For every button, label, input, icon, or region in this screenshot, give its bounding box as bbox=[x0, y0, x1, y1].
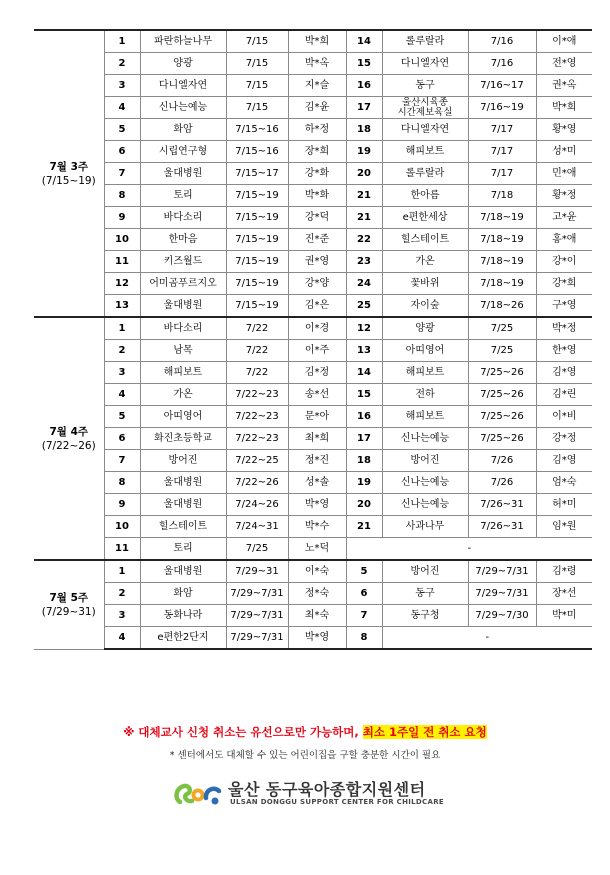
notice-highlight-text: 최소 1주일 전 취소 요청 bbox=[362, 725, 487, 739]
cell-center: 토리 bbox=[140, 538, 226, 561]
cell-no: 8 bbox=[104, 472, 140, 494]
cell-no: 13 bbox=[104, 295, 140, 318]
cell-center: 동구청 bbox=[382, 605, 468, 627]
notice-main-text: ※ 대체교사 신청 취소는 유선으로만 가능하며, bbox=[123, 725, 363, 739]
cell-no: 24 bbox=[346, 273, 382, 295]
cell-center: 방어진 bbox=[382, 450, 468, 472]
cell-period: 7/15 bbox=[226, 53, 288, 75]
cell-no: 5 bbox=[346, 560, 382, 583]
cell-teacher: 한*영 bbox=[536, 340, 592, 362]
cell-period: 7/29~7/30 bbox=[468, 605, 536, 627]
cell-no: 7 bbox=[104, 450, 140, 472]
cell-period: 7/16 bbox=[468, 53, 536, 75]
cell-teacher: 권*영 bbox=[288, 251, 346, 273]
cell-center: 바다소리 bbox=[140, 317, 226, 340]
cell-center: e편한2단지 bbox=[140, 627, 226, 650]
table-row bbox=[34, 472, 592, 494]
cell-period: 7/29~7/31 bbox=[468, 583, 536, 605]
cell-period: 7/29~7/31 bbox=[468, 560, 536, 583]
cell-center: 울산시육종 시간제보육실 bbox=[382, 97, 468, 119]
cell-teacher: 전*영 bbox=[536, 53, 592, 75]
cell-teacher: 박*영 bbox=[288, 627, 346, 650]
cell-no: 4 bbox=[104, 384, 140, 406]
table-row bbox=[34, 53, 592, 75]
table-row bbox=[34, 295, 592, 318]
cell-period: 7/25~26 bbox=[468, 384, 536, 406]
cell-no: 2 bbox=[104, 53, 140, 75]
table-row bbox=[34, 163, 592, 185]
cell-no: 7 bbox=[346, 605, 382, 627]
cell-period: 7/15~16 bbox=[226, 141, 288, 163]
cell-center: 파란하늘나무 bbox=[140, 30, 226, 53]
table-row bbox=[34, 317, 592, 340]
cell-no: 15 bbox=[346, 384, 382, 406]
cell-no: 20 bbox=[346, 163, 382, 185]
cell-center: 해피보트 bbox=[140, 362, 226, 384]
cell-teacher: 허*미 bbox=[536, 494, 592, 516]
cell-teacher: 강*화 bbox=[288, 163, 346, 185]
cell-period: 7/18~19 bbox=[468, 229, 536, 251]
cell-period: 7/22 bbox=[226, 340, 288, 362]
center-name-english: ULSAN DONGGU SUPPORT CENTER FOR CHILDCARE bbox=[230, 798, 444, 806]
table-row bbox=[34, 384, 592, 406]
cell-teacher: 김*령 bbox=[536, 560, 592, 583]
cell-center: 양광 bbox=[382, 317, 468, 340]
center-name-korean: 울산 동구육아종합지원센터 bbox=[228, 780, 426, 799]
cell-no: 4 bbox=[104, 97, 140, 119]
cell-teacher: 문*아 bbox=[288, 406, 346, 428]
cell-no: 6 bbox=[104, 141, 140, 163]
week-label-cell bbox=[34, 317, 104, 560]
cell-center: 방어진 bbox=[140, 450, 226, 472]
cell-no: 7 bbox=[104, 163, 140, 185]
cell-center: 자이숲 bbox=[382, 295, 468, 318]
notice-subtext: * 센터에서도 대체할 수 있는 어린이집을 구할 충분한 시간이 필요 bbox=[169, 750, 441, 761]
cell-period: 7/16 bbox=[468, 30, 536, 53]
week-date-range: (7/22~26) bbox=[41, 439, 96, 452]
cell-center: 사과나무 bbox=[382, 516, 468, 538]
cell-no: 21 bbox=[346, 185, 382, 207]
cell-no: 16 bbox=[346, 406, 382, 428]
cell-period: 7/25 bbox=[468, 340, 536, 362]
cell-period: 7/25 bbox=[226, 538, 288, 561]
cell-period: 7/22~25 bbox=[226, 450, 288, 472]
cell-no: 9 bbox=[104, 494, 140, 516]
cell-teacher: 김*윤 bbox=[288, 97, 346, 119]
table-row bbox=[34, 560, 592, 583]
cell-no: 10 bbox=[104, 229, 140, 251]
cell-center: 토리 bbox=[140, 185, 226, 207]
empty-cell: - bbox=[346, 538, 592, 561]
cell-center: 동구 bbox=[382, 583, 468, 605]
week-date-range: (7/15~19) bbox=[41, 174, 96, 187]
cell-no: 8 bbox=[104, 185, 140, 207]
cell-period: 7/18~19 bbox=[468, 273, 536, 295]
cell-teacher: 이*숙 bbox=[288, 560, 346, 583]
cell-no: 23 bbox=[346, 251, 382, 273]
week-label-cell bbox=[34, 560, 104, 649]
cell-no: 10 bbox=[104, 516, 140, 538]
cell-center: 힐스테이트 bbox=[140, 516, 226, 538]
cell-period: 7/26 bbox=[468, 472, 536, 494]
week-label: 7월 3주 bbox=[49, 160, 89, 173]
table-row bbox=[34, 251, 592, 273]
cell-center: 롤루랄라 bbox=[382, 30, 468, 53]
empty-cell: - bbox=[382, 627, 592, 650]
cell-period: 7/22~23 bbox=[226, 428, 288, 450]
cell-no: 11 bbox=[104, 251, 140, 273]
table-row bbox=[34, 583, 592, 605]
table-row bbox=[34, 406, 592, 428]
cell-center: 남목 bbox=[140, 340, 226, 362]
cell-no: 8 bbox=[346, 627, 382, 650]
cell-teacher: 김*린 bbox=[536, 384, 592, 406]
cell-no: 17 bbox=[346, 428, 382, 450]
cell-teacher: 엄*숙 bbox=[536, 472, 592, 494]
cell-no: 17 bbox=[346, 97, 382, 119]
table-row bbox=[34, 75, 592, 97]
cell-period: 7/18~26 bbox=[468, 295, 536, 318]
table-row bbox=[34, 340, 592, 362]
cell-teacher: 강*양 bbox=[288, 273, 346, 295]
cell-no: 5 bbox=[104, 119, 140, 141]
cell-teacher: 박*미 bbox=[536, 605, 592, 627]
table-row bbox=[34, 362, 592, 384]
cell-period: 7/17 bbox=[468, 163, 536, 185]
cell-teacher: 구*영 bbox=[536, 295, 592, 318]
cell-center: 다니엘자연 bbox=[382, 119, 468, 141]
cell-period: 7/26~31 bbox=[468, 516, 536, 538]
cell-center: 힐스테이트 bbox=[382, 229, 468, 251]
cell-period: 7/15~16 bbox=[226, 119, 288, 141]
cell-period: 7/17 bbox=[468, 119, 536, 141]
cell-period: 7/25~26 bbox=[468, 362, 536, 384]
cell-no: 19 bbox=[346, 472, 382, 494]
cell-no: 2 bbox=[104, 583, 140, 605]
cell-center: 신나는예능 bbox=[382, 428, 468, 450]
table-row bbox=[34, 229, 592, 251]
cell-no: 19 bbox=[346, 141, 382, 163]
cell-period: 7/25 bbox=[468, 317, 536, 340]
cell-teacher: 김*은 bbox=[288, 295, 346, 318]
cell-center: 울대병원 bbox=[140, 494, 226, 516]
cell-teacher: 홍*애 bbox=[536, 229, 592, 251]
cell-no: 9 bbox=[104, 207, 140, 229]
table-row bbox=[34, 428, 592, 450]
cell-center: 화진초등학교 bbox=[140, 428, 226, 450]
cell-period: 7/22 bbox=[226, 317, 288, 340]
cell-teacher: 정*진 bbox=[288, 450, 346, 472]
cell-teacher: 장*희 bbox=[288, 141, 346, 163]
cell-no: 20 bbox=[346, 494, 382, 516]
cell-no: 1 bbox=[104, 317, 140, 340]
cell-period: 7/15 bbox=[226, 30, 288, 53]
cell-period: 7/22~23 bbox=[226, 406, 288, 428]
cell-no: 14 bbox=[346, 30, 382, 53]
cell-period: 7/29~31 bbox=[226, 560, 288, 583]
cell-no: 6 bbox=[346, 583, 382, 605]
cell-teacher: 강*덕 bbox=[288, 207, 346, 229]
cell-period: 7/22~26 bbox=[226, 472, 288, 494]
cell-center: 가온 bbox=[140, 384, 226, 406]
cell-teacher: 송*선 bbox=[288, 384, 346, 406]
cell-no: 4 bbox=[104, 627, 140, 650]
cell-teacher: 황*영 bbox=[536, 119, 592, 141]
cell-period: 7/15 bbox=[226, 75, 288, 97]
cell-teacher: 김*정 bbox=[288, 362, 346, 384]
cell-center: 꽃바위 bbox=[382, 273, 468, 295]
cell-center: 아띠영어 bbox=[140, 406, 226, 428]
cell-no: 14 bbox=[346, 362, 382, 384]
cell-teacher: 김*영 bbox=[536, 362, 592, 384]
cell-teacher: 이*비 bbox=[536, 406, 592, 428]
cell-period: 7/26~31 bbox=[468, 494, 536, 516]
center-logo-icon bbox=[172, 776, 224, 810]
cell-period: 7/15~19 bbox=[226, 229, 288, 251]
cell-center: 해피보트 bbox=[382, 141, 468, 163]
cell-period: 7/16~19 bbox=[468, 97, 536, 119]
cell-period: 7/16~17 bbox=[468, 75, 536, 97]
cell-teacher: 이*주 bbox=[288, 340, 346, 362]
cell-no: 6 bbox=[104, 428, 140, 450]
cell-period: 7/15~19 bbox=[226, 207, 288, 229]
cell-center: 시립연구형 bbox=[140, 141, 226, 163]
cell-center: 화암 bbox=[140, 119, 226, 141]
week-date-range: (7/29~31) bbox=[41, 605, 96, 618]
cell-teacher: 박*희 bbox=[288, 30, 346, 53]
cell-center: 신나는예능 bbox=[140, 97, 226, 119]
cell-period: 7/18 bbox=[468, 185, 536, 207]
cell-teacher: 민*애 bbox=[536, 163, 592, 185]
table-row bbox=[34, 516, 592, 538]
cell-center: 한아름 bbox=[382, 185, 468, 207]
table-row bbox=[34, 627, 592, 650]
cell-teacher: 고*윤 bbox=[536, 207, 592, 229]
cell-no: 21 bbox=[346, 516, 382, 538]
cell-center: 울대병원 bbox=[140, 163, 226, 185]
cell-period: 7/29~7/31 bbox=[226, 605, 288, 627]
cell-period: 7/15~19 bbox=[226, 295, 288, 318]
table-row bbox=[34, 538, 592, 561]
cell-no: 13 bbox=[346, 340, 382, 362]
cell-period: 7/26 bbox=[468, 450, 536, 472]
table-row bbox=[34, 605, 592, 627]
cell-period: 7/15~19 bbox=[226, 273, 288, 295]
cell-center: 신나는예능 bbox=[382, 472, 468, 494]
week-label: 7월 5주 bbox=[49, 591, 89, 604]
cell-center: 울대병원 bbox=[140, 295, 226, 318]
week-label-cell bbox=[34, 30, 104, 317]
cell-period: 7/29~7/31 bbox=[226, 583, 288, 605]
cell-center: 바다소리 bbox=[140, 207, 226, 229]
cell-teacher: 황*정 bbox=[536, 185, 592, 207]
cell-teacher: 성*미 bbox=[536, 141, 592, 163]
cell-center: 한마음 bbox=[140, 229, 226, 251]
cell-teacher: 박*영 bbox=[288, 494, 346, 516]
cell-center: 롤루랄라 bbox=[382, 163, 468, 185]
table-row bbox=[34, 273, 592, 295]
cell-period: 7/18~19 bbox=[468, 251, 536, 273]
table-row bbox=[34, 30, 592, 53]
cell-teacher: 박*희 bbox=[536, 97, 592, 119]
cell-no: 3 bbox=[104, 605, 140, 627]
cell-no: 12 bbox=[104, 273, 140, 295]
cell-center: e편한세상 bbox=[382, 207, 468, 229]
cell-period: 7/15~17 bbox=[226, 163, 288, 185]
cell-teacher: 강*희 bbox=[536, 273, 592, 295]
cell-no: 5 bbox=[104, 406, 140, 428]
cell-no: 1 bbox=[104, 30, 140, 53]
cell-period: 7/15~19 bbox=[226, 251, 288, 273]
cell-center: 다니엘자연 bbox=[140, 75, 226, 97]
table-row bbox=[34, 141, 592, 163]
table-row bbox=[34, 494, 592, 516]
cell-center: 동화나라 bbox=[140, 605, 226, 627]
cell-no: 12 bbox=[346, 317, 382, 340]
cell-center: 아띠영어 bbox=[382, 340, 468, 362]
cell-center: 해피보트 bbox=[382, 406, 468, 428]
cell-no: 18 bbox=[346, 450, 382, 472]
cell-period: 7/15~19 bbox=[226, 185, 288, 207]
cell-period: 7/29~7/31 bbox=[226, 627, 288, 650]
cell-period: 7/24~26 bbox=[226, 494, 288, 516]
cell-no: 11 bbox=[104, 538, 140, 561]
cell-teacher: 최*숙 bbox=[288, 605, 346, 627]
cell-no: 22 bbox=[346, 229, 382, 251]
cell-teacher: 권*옥 bbox=[536, 75, 592, 97]
cell-center: 방어진 bbox=[382, 560, 468, 583]
cell-teacher: 이*경 bbox=[288, 317, 346, 340]
cell-teacher: 강*정 bbox=[536, 428, 592, 450]
cell-period: 7/17 bbox=[468, 141, 536, 163]
substitute-teacher-schedule-table bbox=[34, 29, 592, 650]
cell-no: 18 bbox=[346, 119, 382, 141]
cell-teacher: 박*옥 bbox=[288, 53, 346, 75]
table-row bbox=[34, 207, 592, 229]
cell-teacher: 이*애 bbox=[536, 30, 592, 53]
cell-center: 해피보트 bbox=[382, 362, 468, 384]
cell-no: 25 bbox=[346, 295, 382, 318]
cell-no: 15 bbox=[346, 53, 382, 75]
table-row bbox=[34, 119, 592, 141]
cell-period: 7/15 bbox=[226, 97, 288, 119]
cell-teacher: 성*솔 bbox=[288, 472, 346, 494]
cell-teacher: 지*슬 bbox=[288, 75, 346, 97]
cell-center: 어미곰푸르지오 bbox=[140, 273, 226, 295]
cell-center: 키즈월드 bbox=[140, 251, 226, 273]
table-row bbox=[34, 450, 592, 472]
cell-teacher: 임*원 bbox=[536, 516, 592, 538]
cell-period: 7/25~26 bbox=[468, 406, 536, 428]
cell-teacher: 김*영 bbox=[536, 450, 592, 472]
cell-teacher: 장*선 bbox=[536, 583, 592, 605]
cell-no: 16 bbox=[346, 75, 382, 97]
cell-period: 7/22 bbox=[226, 362, 288, 384]
cell-center: 전하 bbox=[382, 384, 468, 406]
cell-teacher: 박*정 bbox=[536, 317, 592, 340]
cell-center: 신나는예능 bbox=[382, 494, 468, 516]
cell-no: 3 bbox=[104, 362, 140, 384]
table-row bbox=[34, 185, 592, 207]
cell-period: 7/18~19 bbox=[468, 207, 536, 229]
cell-teacher: 하*정 bbox=[288, 119, 346, 141]
cell-teacher: 노*덕 bbox=[288, 538, 346, 561]
cell-no: 1 bbox=[104, 560, 140, 583]
cell-center: 동구 bbox=[382, 75, 468, 97]
cell-teacher: 박*화 bbox=[288, 185, 346, 207]
cell-center: 울대병원 bbox=[140, 472, 226, 494]
cell-teacher: 정*숙 bbox=[288, 583, 346, 605]
center-logo bbox=[172, 774, 472, 814]
cancellation-notice bbox=[0, 724, 610, 740]
cell-center: 양광 bbox=[140, 53, 226, 75]
cell-center: 울대병원 bbox=[140, 560, 226, 583]
cell-teacher: 진*준 bbox=[288, 229, 346, 251]
cell-no: 2 bbox=[104, 340, 140, 362]
cell-period: 7/24~31 bbox=[226, 516, 288, 538]
cell-center: 다니엘자연 bbox=[382, 53, 468, 75]
cell-no: 21 bbox=[346, 207, 382, 229]
cell-teacher: 강*이 bbox=[536, 251, 592, 273]
cell-center: 화암 bbox=[140, 583, 226, 605]
cell-period: 7/22~23 bbox=[226, 384, 288, 406]
cell-center: 가온 bbox=[382, 251, 468, 273]
cell-teacher: 박*수 bbox=[288, 516, 346, 538]
table-row bbox=[34, 97, 592, 119]
cell-teacher: 최*희 bbox=[288, 428, 346, 450]
cell-no: 3 bbox=[104, 75, 140, 97]
week-label: 7월 4주 bbox=[49, 425, 89, 438]
cell-period: 7/25~26 bbox=[468, 428, 536, 450]
